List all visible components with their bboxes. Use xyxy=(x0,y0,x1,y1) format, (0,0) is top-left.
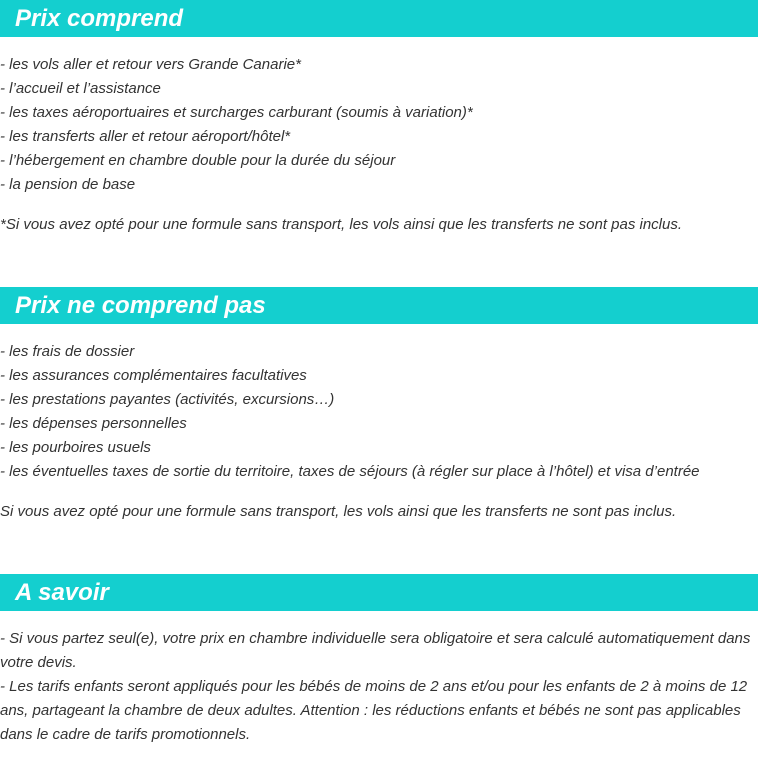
section-header-a-savoir xyxy=(0,574,758,611)
list-item: - l’hébergement en chambre double pour la durée du séjour xyxy=(0,152,396,169)
section-header-prix-ne-comprend-pas xyxy=(0,287,758,324)
list-item: - les assurances complémentaires facultatives xyxy=(0,367,307,384)
section-title: Prix ne comprend pas xyxy=(15,292,266,319)
info-paragraph: - Les tarifs enfants seront appliqués pour les bébés de moins de 2 ans et/ou pour les enfants de 2 à moins de 12 ans, partageant la chambre de deux adultes. Attention : les réductions enfants et bébés ne sont pas applicables dans le cadre de tarifs promotionnels. xyxy=(0,678,748,743)
list-item: - les frais de dossier xyxy=(0,343,135,360)
section-note: *Si vous avez opté pour une formule sans transport, les vols ainsi que les transferts ne sont pas inclus. xyxy=(0,216,683,233)
section-title: Prix comprend xyxy=(15,5,184,32)
list-item: - la pension de base xyxy=(0,176,136,193)
list-item: - les transferts aller et retour aéroport/hôtel* xyxy=(0,128,291,145)
list-item: - les prestations payantes (activités, excursions…) xyxy=(0,391,335,408)
list-item: - les taxes aéroportuaires et surcharges carburant (soumis à variation)* xyxy=(0,104,473,121)
info-paragraph: - Si vous partez seul(e), votre prix en chambre individuelle sera obligatoire et sera calculé automatiquement dans votre devis. xyxy=(0,630,751,671)
section-note: Si vous avez opté pour une formule sans transport, les vols ainsi que les transferts ne sont pas inclus. xyxy=(0,503,677,520)
list-item: - les vols aller et retour vers Grande Canarie* xyxy=(0,56,301,73)
section-title: A savoir xyxy=(15,579,109,606)
list-item: - l’accueil et l’assistance xyxy=(0,80,161,97)
section-header-prix-comprend xyxy=(0,0,758,37)
list-item: - les pourboires usuels xyxy=(0,439,151,456)
list-item: - les éventuelles taxes de sortie du territoire, taxes de séjours (à régler sur place à l’hôtel) et visa d’entrée xyxy=(0,463,700,480)
list-item: - les dépenses personnelles xyxy=(0,415,187,432)
